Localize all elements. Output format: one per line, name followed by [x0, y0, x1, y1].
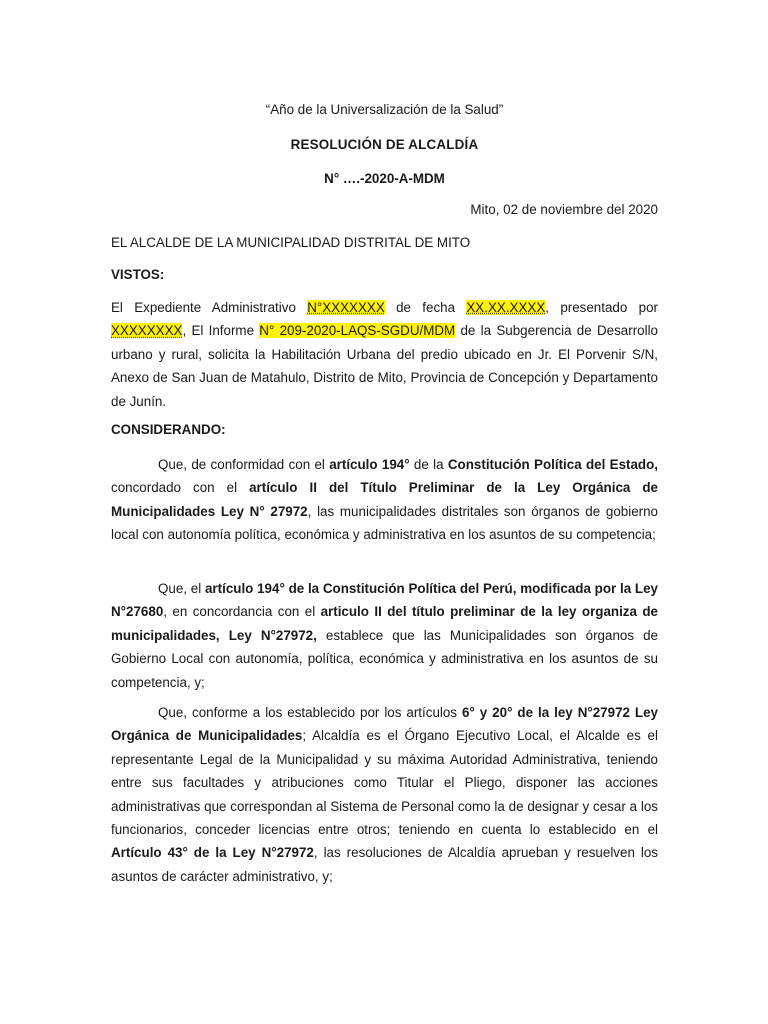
vistos-text-4: , El Informe [182, 323, 260, 339]
p3-bold-1: 6° y 20° de la ley N°27972 Ley Orgánica de Municipalidades [111, 705, 658, 744]
applicant-highlight: XXXXXXXX [111, 323, 183, 339]
p1-bold-2: Constitución Política del Estado, [447, 457, 658, 472]
p3-text-3: , las resoluciones de Alcaldía aprueban y resuelven los asuntos de carácter administrativo, y; [111, 845, 658, 884]
vistos-text-2: de fecha [384, 300, 467, 315]
p1-bold-1: artículo 194° [329, 457, 410, 472]
considerando-paragraph-2 [111, 577, 658, 694]
resolution-number: N° ….-2020-A-MDM [324, 171, 445, 186]
p1-text-3: concordado con el [111, 480, 250, 496]
vistos-text-1: El Expediente Administrativo [111, 300, 308, 315]
p1-text-2: de la [409, 457, 448, 472]
p2-text-3: establece que las Municipalidades son órganos de Gobierno Local con autonomía, política, económica y administrativa en los asuntos de su competencia, y; [111, 627, 658, 690]
p2-bold-2: articulo II del título preliminar de la ley organiza de municipalidades, Ley N°27972, [111, 604, 658, 643]
expediente-date-highlight: XX.XX.XXXX [466, 300, 546, 315]
considerando-heading: CONSIDERANDO: [111, 422, 226, 437]
informe-number-highlight: N° 209-2020-LAQS-SGDU/MDM [259, 323, 456, 339]
vistos-paragraph [111, 296, 658, 413]
p2-bold-1: artículo 194° de la Constitución Política del Perú, modificada por la Ley N°27680 [111, 581, 658, 620]
p2-text-1: Que, el [158, 581, 205, 596]
considerando-paragraph-1 [111, 453, 658, 547]
p1-bold-3: artículo II del Título Preliminar de la Ley Orgánica de Municipalidades Ley N° 27972 [111, 480, 658, 519]
vistos-text-3: , presentado por [545, 300, 658, 315]
p1-text-1: Que, de conformidad con el [158, 457, 330, 472]
p2-text-2: , en concordancia con el [163, 604, 321, 620]
expediente-number-highlight: N°XXXXXXX [307, 300, 385, 315]
issuer-line: EL ALCALDE DE LA MUNICIPALIDAD DISTRITAL DE MITO [111, 235, 471, 250]
place-date: Mito, 02 de noviembre del 2020 [470, 202, 658, 217]
considerando-paragraph-3 [111, 701, 658, 888]
p3-text-2: ; Alcaldía es el Órgano Ejecutivo Local, el Alcalde es el representante Legal de la Municipalidad y su máxima Autoridad Administrativa, teniendo entre sus facultades y atribuciones como Titular el Pliego, disponer las acciones administrativas que correspondan al Sistema de Personal como la de designar y cesar a los funcionarios, conceder licencias entre otros; teniendo en cuenta lo establecido en el [111, 728, 658, 838]
vistos-heading: VISTOS: [111, 267, 165, 282]
year-motto: “Año de la Universalización de la Salud” [265, 102, 504, 117]
p3-text-1: Que, conforme a los establecido por los artículos [158, 705, 462, 720]
document-title: RESOLUCIÓN DE ALCALDÍA [290, 137, 479, 152]
p1-text-4: , las municipalidades distritales son órganos de gobierno local con autonomía política, económica y administrativa en los asuntos de su competencia; [111, 503, 659, 543]
vistos-text-5: de la Subgerencia de Desarrollo urbano y rural, solicita la Habilitación Urbana del predio ubicado en Jr. El Porvenir S/N, Anexo de San Juan de Matahulo, Distrito de Mito, Provincia de Concepción y Departamento de Junín. [111, 323, 658, 409]
p3-bold-2: Artículo 43° de la Ley N°27972 [111, 845, 314, 861]
